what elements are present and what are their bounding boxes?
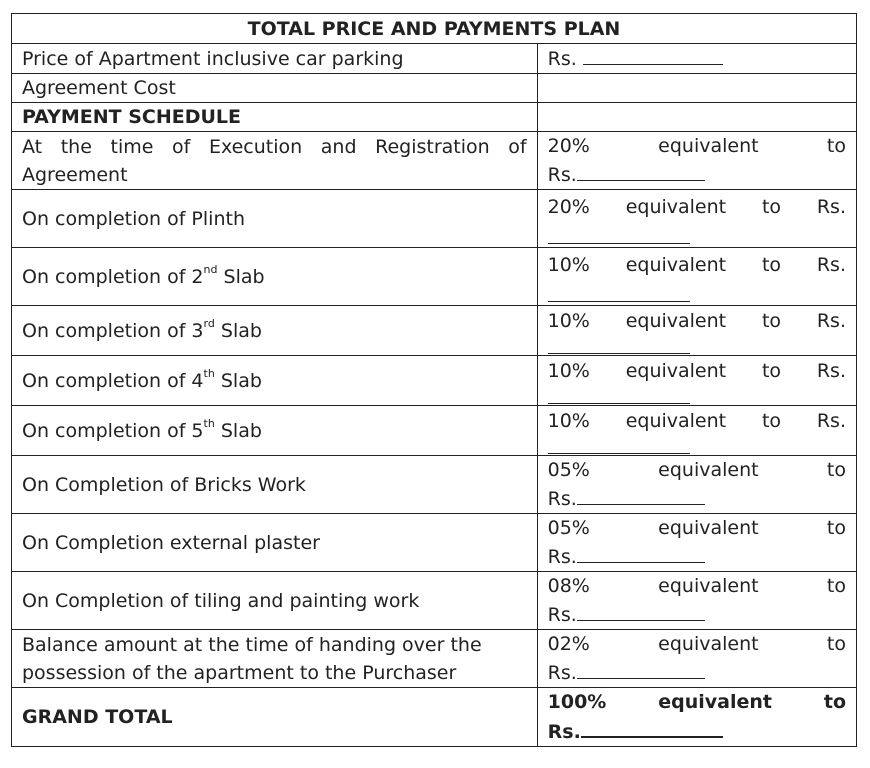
table-row	[12, 406, 857, 456]
to-text: to	[761, 254, 782, 276]
rs-text: Rs.	[547, 164, 577, 186]
equivalent-text: equivalent	[658, 459, 759, 481]
agreement-row	[12, 74, 857, 103]
stage-label: On Completion of tiling and painting work	[12, 572, 538, 630]
stage-label: At the time of Execution and Registration of Agreement	[12, 132, 538, 190]
to-text: to	[761, 410, 782, 432]
stage-amount	[537, 514, 856, 572]
grand-total-row	[12, 688, 857, 747]
rs-text: Rs.	[547, 604, 577, 626]
to-text: to	[761, 360, 782, 382]
stage-amount	[537, 306, 856, 356]
table-row	[12, 630, 857, 688]
stage-label: On completion of 2nd Slab	[12, 248, 538, 306]
percent: 10%	[547, 360, 590, 382]
rs-text: Rs.	[816, 360, 846, 382]
price-blank[interactable]	[583, 44, 723, 65]
table-row	[12, 248, 857, 306]
rs-text: Rs.	[816, 310, 846, 332]
rs-text: Rs.	[547, 662, 577, 684]
percent: 10%	[547, 254, 590, 276]
schedule-heading: PAYMENT SCHEDULE	[12, 103, 538, 132]
percent: 05%	[547, 517, 590, 539]
stage-amount	[537, 356, 856, 406]
amount-blank[interactable]	[548, 435, 690, 454]
stage-amount	[537, 456, 856, 514]
to-text: to	[826, 633, 846, 655]
equivalent-text: equivalent	[625, 196, 727, 218]
rs-text: Rs.	[547, 721, 581, 743]
percent: 08%	[547, 575, 590, 597]
rs-text: Rs.	[816, 254, 846, 276]
price-label: Price of Apartment inclusive car parking	[12, 44, 538, 74]
table-row	[12, 132, 857, 190]
agreement-label: Agreement Cost	[12, 74, 538, 103]
stage-amount	[537, 190, 856, 248]
stage-label	[12, 630, 538, 688]
amount-blank[interactable]	[577, 484, 705, 505]
equivalent-text: equivalent	[658, 517, 759, 539]
stage-label: On completion of Plinth	[12, 190, 538, 248]
stage-amount	[537, 132, 856, 190]
percent: 20%	[547, 135, 590, 157]
stage-label-line2: possession of the apartment to the Purchaser	[22, 661, 457, 684]
table-row	[12, 514, 857, 572]
agreement-value[interactable]	[537, 74, 856, 103]
percent: 10%	[547, 410, 590, 432]
percent: 02%	[547, 633, 590, 655]
rs-text: Rs.	[816, 410, 846, 432]
to-text: to	[826, 575, 846, 597]
table-title: TOTAL PRICE AND PAYMENTS PLAN	[12, 14, 857, 44]
to-text: to	[823, 691, 846, 713]
schedule-heading-empty	[537, 103, 856, 132]
payment-plan-table	[11, 13, 857, 747]
to-text: to	[826, 517, 846, 539]
table-row	[12, 572, 857, 630]
stage-amount	[537, 248, 856, 306]
equivalent-text: equivalent	[658, 691, 772, 713]
table-row	[12, 306, 857, 356]
percent: 20%	[547, 196, 590, 218]
equivalent-text: equivalent	[658, 575, 759, 597]
stage-amount	[537, 630, 856, 688]
rs-text: Rs.	[816, 196, 846, 218]
equivalent-text: equivalent	[658, 633, 759, 655]
amount-blank[interactable]	[577, 160, 705, 181]
price-rs: Rs.	[547, 48, 577, 70]
to-text: to	[761, 196, 782, 218]
amount-blank[interactable]	[577, 542, 705, 563]
rs-text: Rs.	[547, 488, 577, 510]
stage-label: On Completion of Bricks Work	[12, 456, 538, 514]
grand-total-amount	[537, 688, 856, 747]
to-text: to	[826, 459, 846, 481]
amount-blank[interactable]	[548, 221, 690, 244]
equivalent-text: equivalent	[625, 360, 727, 382]
schedule-heading-row	[12, 103, 857, 132]
amount-blank[interactable]	[548, 279, 690, 302]
grand-total-blank[interactable]	[581, 716, 723, 738]
stage-label: On completion of 4th Slab	[12, 356, 538, 406]
stage-label: On Completion external plaster	[12, 514, 538, 572]
percent: 05%	[547, 459, 590, 481]
to-text: to	[826, 135, 846, 157]
equivalent-text: equivalent	[625, 410, 727, 432]
stage-label: On completion of 5th Slab	[12, 406, 538, 456]
amount-blank[interactable]	[548, 385, 690, 404]
price-value	[537, 44, 856, 74]
percent: 10%	[547, 310, 590, 332]
amount-blank[interactable]	[577, 658, 705, 679]
to-text: to	[761, 310, 782, 332]
table-row	[12, 356, 857, 406]
stage-amount	[537, 406, 856, 456]
equivalent-text: equivalent	[625, 254, 727, 276]
amount-blank[interactable]	[548, 335, 690, 354]
grand-total-label: GRAND TOTAL	[12, 688, 538, 747]
table-row	[12, 190, 857, 248]
stage-label-line1: Balance amount at the time of handing over the	[22, 633, 482, 656]
percent: 100%	[547, 691, 607, 713]
price-row	[12, 44, 857, 74]
stage-amount	[537, 572, 856, 630]
amount-blank[interactable]	[577, 600, 705, 621]
stage-label: On completion of 3rd Slab	[12, 306, 538, 356]
rs-text: Rs.	[547, 546, 577, 568]
table-row	[12, 456, 857, 514]
equivalent-text: equivalent	[625, 310, 727, 332]
equivalent-text: equivalent	[658, 135, 759, 157]
